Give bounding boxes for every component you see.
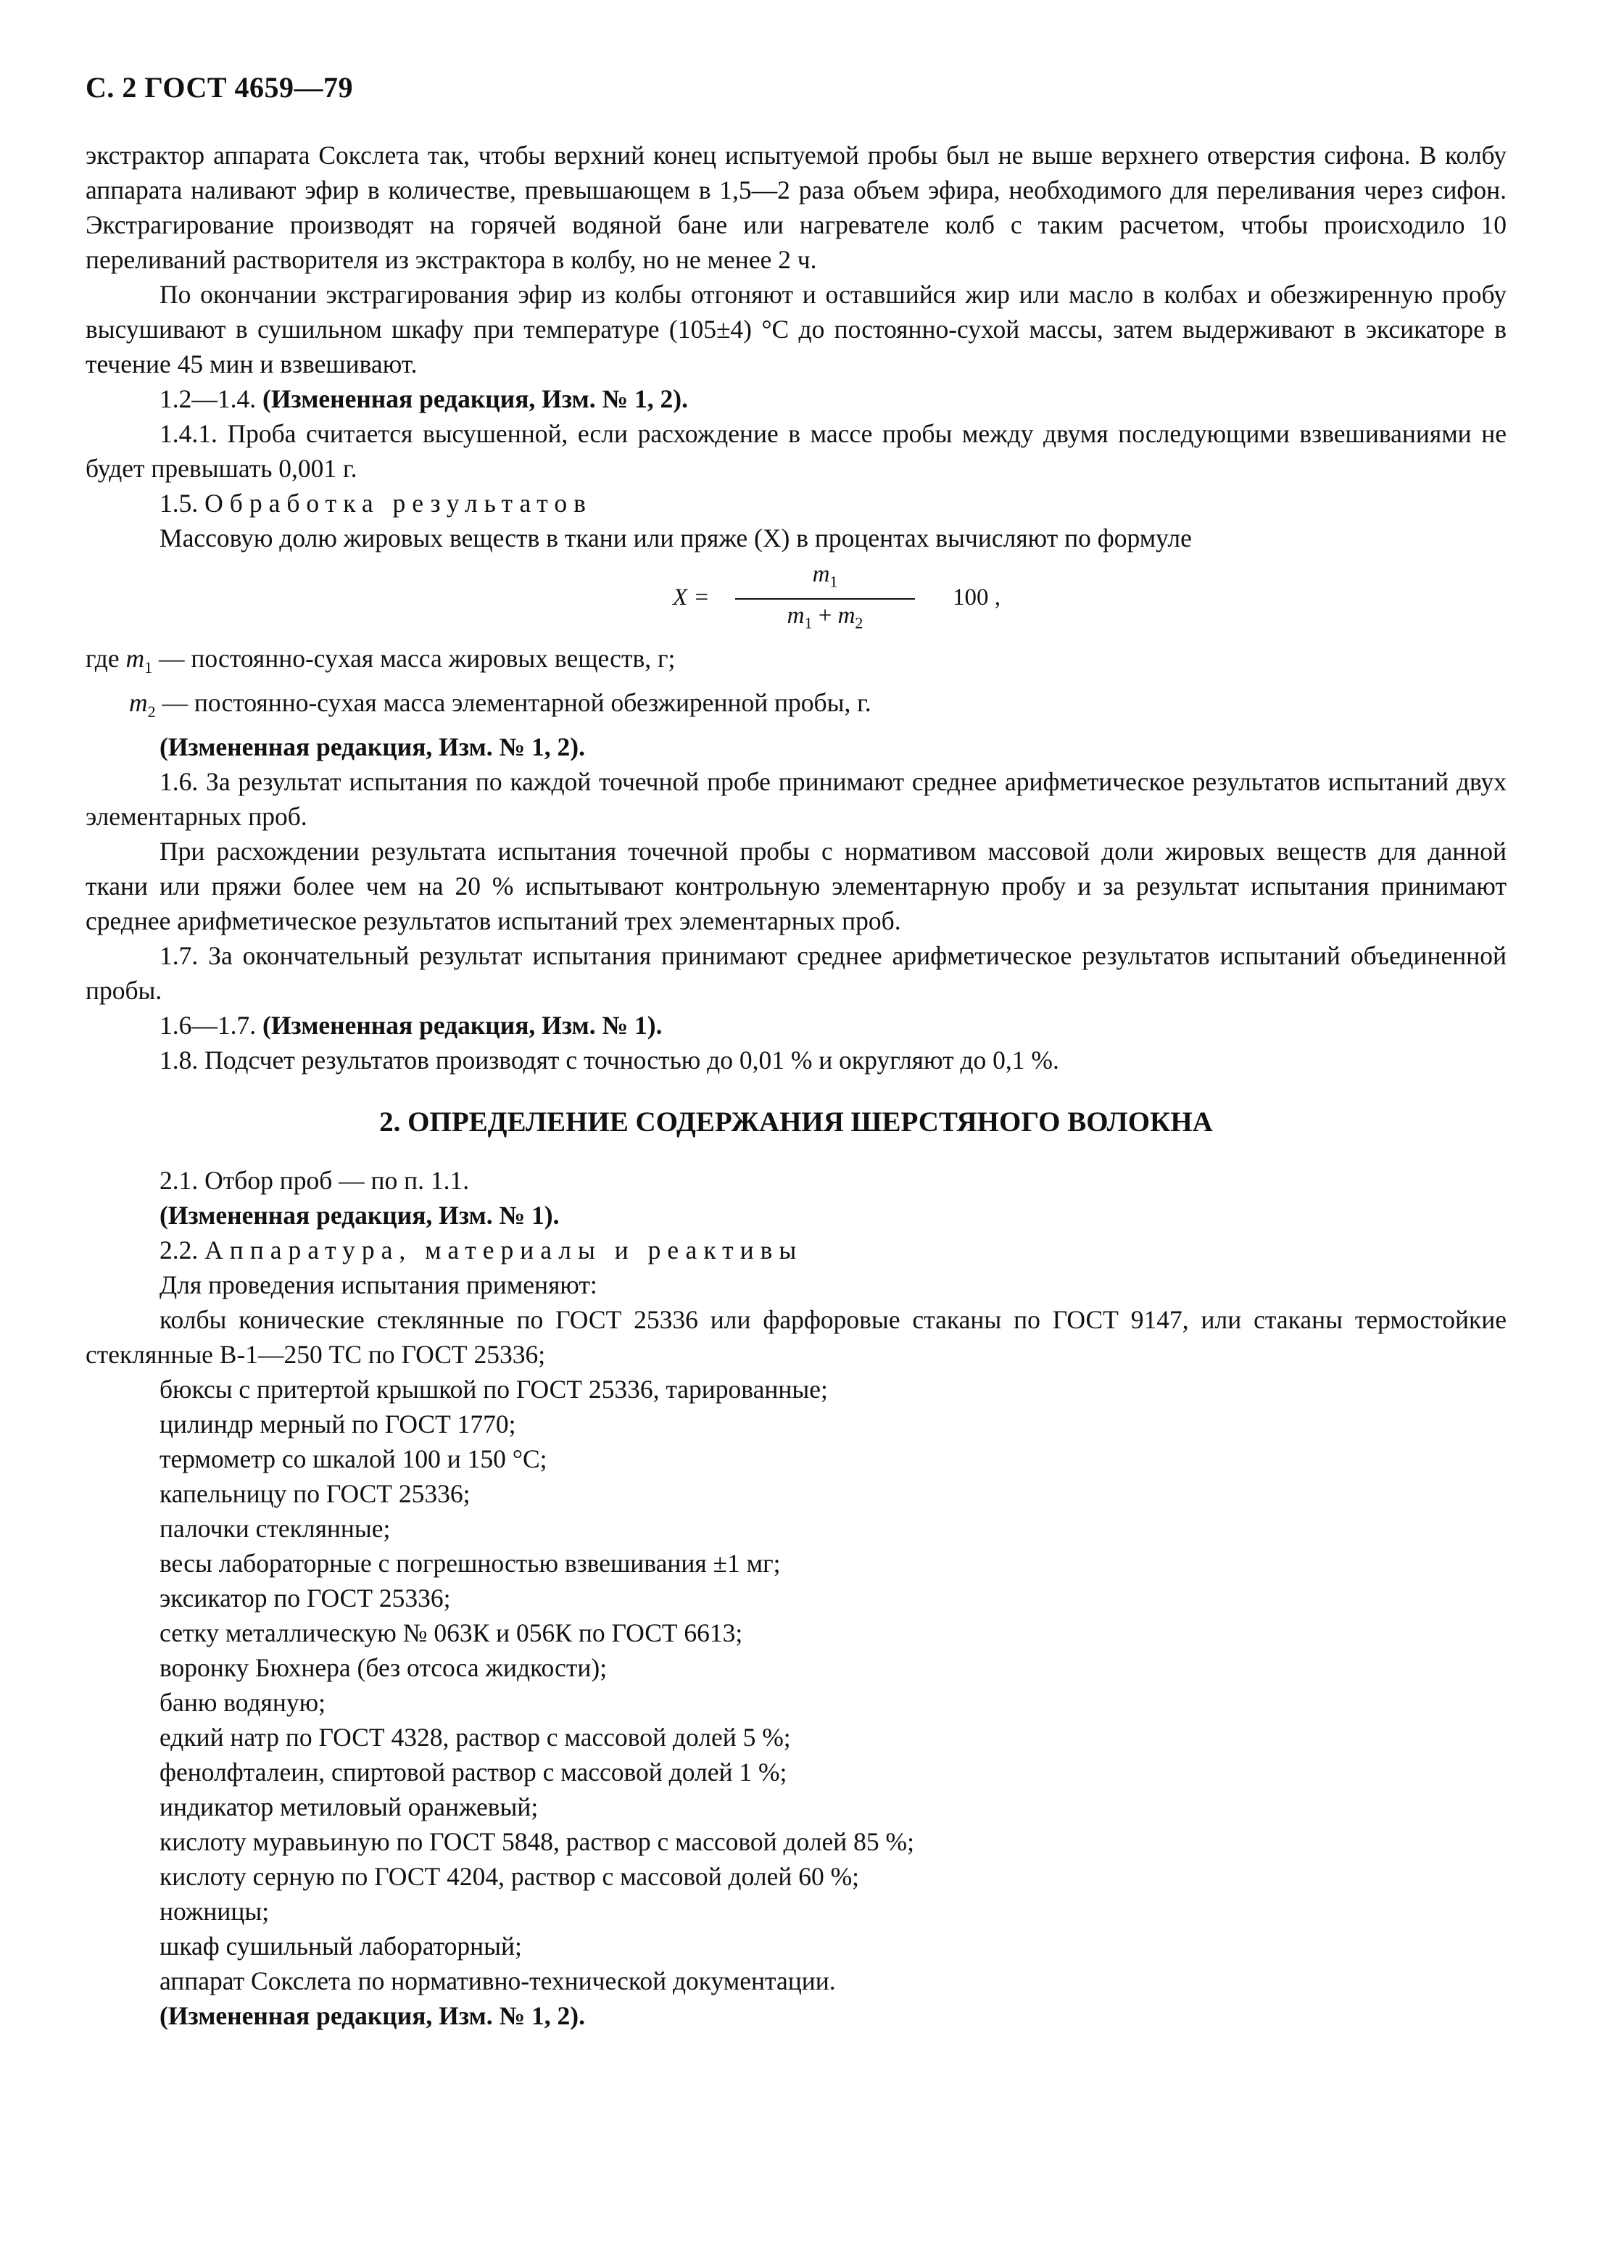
clause-2-2-heading [86,1233,1507,1267]
formula-lhs: X = [673,584,710,611]
paragraph-1-6-control: При расхождении результата испытания точечной пробы с нормативом массовой доли жировых веществ для данной ткани или пряжи более чем на 20 % испытывают контрольную элементарную пробу и за результат испытания принимают среднее арифметическое результатов испытаний трех элементарных проб. [86,837,1507,936]
paragraph-1-4-1: 1.4.1. Проба считается высушенной, если расхождение в массе пробы между двумя последующими взвешиваниями не будет превышать 0,001 г. [86,419,1507,483]
formula-numerator: $m_1$ [812,561,838,591]
formula-multiplier: 100 , [953,584,1000,611]
edition-note-1-2-1-4 [86,381,1507,416]
equipment-item: кислоту серную по ГОСТ 4204, раствор с массовой долей 60 %; [160,1862,860,1892]
clause-number: 2.2. [160,1236,199,1265]
edition-note-text: (Измененная редакция, Изм. № 1, 2). [262,384,688,413]
section-2-title: 2. ОПРЕДЕЛЕНИЕ СОДЕРЖАНИЯ ШЕРСТЯНОГО ВОЛОКНА [379,1106,1213,1138]
equipment-item: воронку Бюхнера (без отсоса жидкости); [160,1653,608,1683]
edition-note-2-2: (Измененная редакция, Изм. № 1, 2). [160,2001,585,2031]
equipment-item: сетку металлическую № 063К и 056К по ГОСТ 6613; [160,1618,743,1648]
equipment-item: шкаф сушильный лабораторный; [160,1932,522,1961]
edition-note-text: (Измененная редакция, Изм. № 1). [262,1011,663,1040]
formula-legend-m1: где $m_1$ — постоянно-сухая масса жировых веществ, г; [86,644,676,677]
page-header: С. 2 ГОСТ 4659—79 [86,71,354,104]
paragraph-1-5-body: Массовую долю жировых веществ в ткани или пряже (X) в процентах вычисляют по формуле [160,523,1192,552]
formula-fraction [731,558,919,639]
equipment-item: баню водяную; [160,1688,326,1718]
clause-number: 1.5. [160,489,199,518]
clause-number: 1.6—1.7. [160,1011,257,1040]
equipment-item: индикатор метиловый оранжевый; [160,1792,539,1822]
edition-note-1-5: (Измененная редакция, Изм. № 1, 2). [160,732,585,762]
paragraph-soxhlet: экстрактор аппарата Сокслета так, чтобы верхний конец испытуемой пробы был не выше верхнего отверстия сифона. В колбу аппарата наливают эфир в количестве, превышающем в 1,5—2 раза объем эфира, необходимого для переливания через сифон. Экстрагирование производят на горячей водяной бане или нагревателе колб с таким расчетом, чтобы происходило 10 переливаний растворителя из экстрактора в колбу, но не менее 2 ч. [86,141,1507,274]
equipment-item: весы лабораторные с погрешностью взвешивания ±1 мг; [160,1549,781,1578]
edition-note-1-6-1-7 [86,1008,1507,1043]
equipment-item: цилиндр мерный по ГОСТ 1770; [160,1410,516,1439]
clause-title: Аппаратура, материалы и реактивы [204,1236,803,1265]
clause-1-5-heading [86,486,1507,521]
paragraph-2-1: 2.1. Отбор проб — по п. 1.1. [160,1166,470,1196]
paragraph-1-6: 1.6. За результат испытания по каждой точечной пробе принимают среднее арифметическое результатов испытаний двух элементарных проб. [86,767,1507,832]
edition-note-2-1: (Измененная редакция, Изм. № 1). [160,1201,560,1230]
paragraph-1-7: 1.7. За окончательный результат испытания принимают среднее арифметическое результатов испытаний объединенной пробы. [86,941,1507,1006]
equipment-item: ножницы; [160,1897,270,1926]
clause-title: Обработка результатов [204,489,592,518]
equipment-item: фенолфталеин, спиртовой раствор с массовой долей 1 %; [160,1758,787,1787]
equipment-item: палочки стеклянные; [160,1514,391,1544]
equipment-intro: Для проведения испытания применяют: [160,1270,597,1300]
fat-content-formula [86,558,1507,637]
formula-denominator: $m_1 + m_2$ [787,602,863,632]
equipment-item: капельницу по ГОСТ 25336; [160,1479,471,1509]
equipment-item: эксикатор по ГОСТ 25336; [160,1584,451,1613]
document-page [86,70,1507,2033]
equipment-item: бюксы с притертой крышкой по ГОСТ 25336, тарированные; [160,1375,828,1404]
equipment-item: термометр со шкалой 100 и 150 °С; [160,1444,547,1474]
equipment-item: колбы конические стеклянные по ГОСТ 25336 или фарфоровые стаканы по ГОСТ 9147, или стаканы термостойкие стеклянные В-1—250 ТС по ГОСТ 25336; [86,1305,1507,1370]
equipment-list [86,1372,1507,1998]
paragraph-drying: По окончании экстрагирования эфир из колбы отгоняют и оставшийся жир или масло в колбах и обезжиренную пробу высушивают в сушильном шкафу при температуре (105±4) °С до постоянно-сухой массы, затем выдерживают в эксикаторе в течение 45 мин и взвешивают. [86,280,1507,378]
equipment-item: едкий натр по ГОСТ 4328, раствор с массовой долей 5 %; [160,1723,791,1752]
clause-number: 1.2—1.4. [160,384,257,413]
formula-legend-m2: $m_2$ — постоянно-сухая масса элементарной обезжиренной пробы, г. [129,688,871,721]
equipment-item: аппарат Сокслета по нормативно-технической документации. [160,1966,836,1996]
paragraph-1-8: 1.8. Подсчет результатов производят с точностью до 0,01 % и округляют до 0,1 %. [160,1046,1059,1075]
equipment-item: кислоту муравьиную по ГОСТ 5848, раствор с массовой долей 85 %; [160,1827,914,1857]
